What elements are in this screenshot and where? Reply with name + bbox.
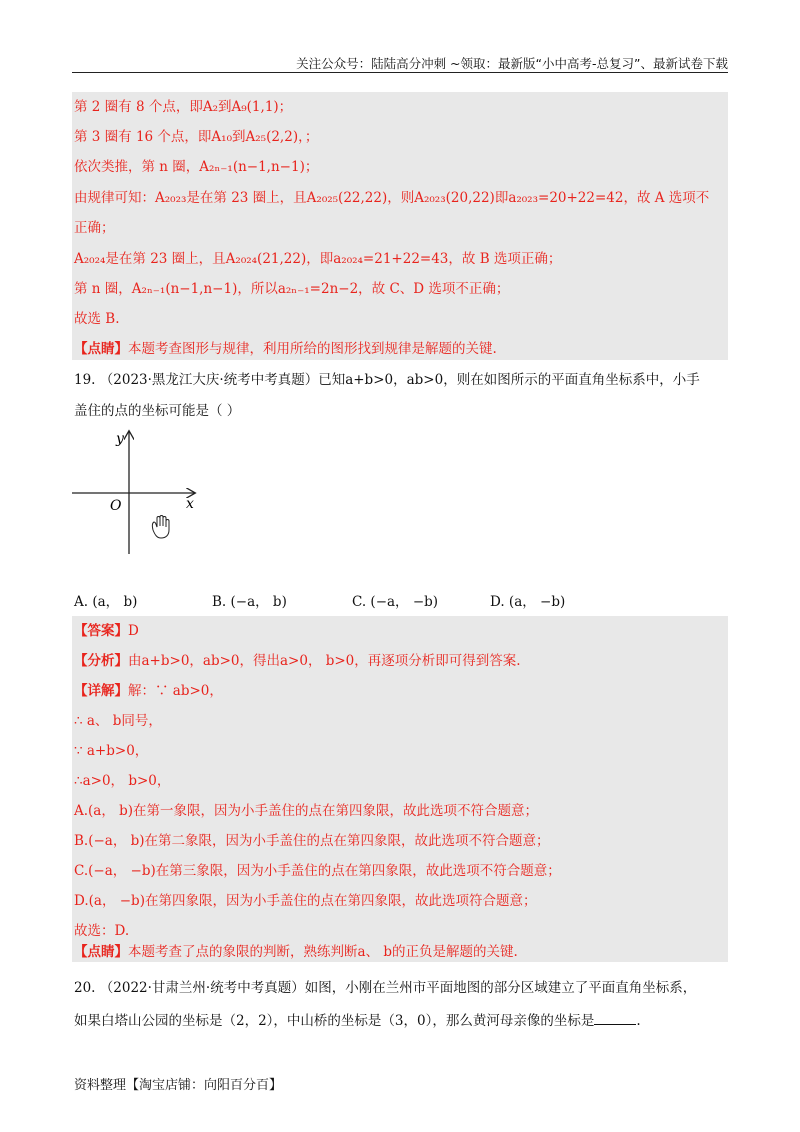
x-axis-label: x bbox=[186, 496, 194, 512]
note-text: 本题考查了点的象限的判断，熟练判断a、 b的正负是解题的关键. bbox=[128, 944, 518, 960]
coordinate-figure bbox=[68, 428, 208, 558]
detail-line bbox=[74, 681, 724, 701]
solution-line-5: 正确； bbox=[74, 220, 115, 236]
hand-icon bbox=[152, 516, 169, 539]
analysis-line bbox=[74, 651, 724, 671]
q19-option-a: A. (a， b) bbox=[74, 594, 138, 610]
q20-line-2-end: . bbox=[636, 1013, 641, 1029]
analysis-tag: 【分析】 bbox=[74, 653, 128, 669]
answer-text: D bbox=[128, 623, 139, 639]
detail-step-8: 故选：D. bbox=[74, 923, 130, 939]
y-axis-label: y bbox=[116, 431, 124, 447]
q20-line-2 bbox=[74, 1010, 724, 1031]
detail-step-1: ∴ a、 b同号， bbox=[74, 713, 162, 729]
detail-text: 解：∵ ab>0， bbox=[128, 683, 223, 699]
solution-line-8: 故选 B. bbox=[74, 311, 120, 327]
detail-step-2: ∵ a+b>0， bbox=[74, 743, 149, 759]
q20-line-2-text: 如果白塔山公园的坐标是（2，2），中山桥的坐标是（3，0），那么黄河母亲像的坐标是 bbox=[74, 1013, 595, 1029]
note-tag: 【点睛】 bbox=[74, 944, 128, 960]
page-footer: 资料整理【淘宝店铺：向阳百分百】 bbox=[74, 1078, 283, 1093]
solution-line-2: 第 3 圈有 16 个点，即A₁₀到A₂₅(2,2)，； bbox=[74, 129, 319, 145]
comment-tag: 【点睛】 bbox=[74, 341, 128, 357]
solution-line-7: 第 n 圈，A₂ₙ₋₁(n−1,n−1)，所以a₂ₙ₋₁=2n−2，故 C、D 选项不正确； bbox=[74, 281, 510, 297]
comment-text: 本题考查图形与规律，利用所给的图形找到规律是解题的关键. bbox=[128, 341, 497, 357]
solution-line-1: 第 2 圈有 8 个点，即A₂到A₉(1,1)； bbox=[74, 99, 293, 115]
analysis-text: 由a+b>0，ab>0，得出a>0， b>0，再逐项分析即可得到答案. bbox=[128, 653, 521, 669]
q19-option-d: D. (a， −b) bbox=[490, 594, 566, 610]
page-header: 关注公众号：陆陆高分冲刺 ~领取：最新版“小中高考-总复习”、最新试卷下载 bbox=[296, 56, 728, 71]
solution-line-4: 由规律可知：A₂₀₂₃是在第 23 圈上，且A₂₀₂₅(22,22)，则A₂₀₂₃(20,22)即a₂₀₂₃=20+22=42，故 A 选项不 bbox=[74, 190, 710, 206]
note-line bbox=[74, 942, 724, 962]
q19-line-2: 盖住的点的坐标可能是（ ） bbox=[74, 403, 241, 419]
answer-line bbox=[74, 621, 724, 641]
q19-option-b: B. (−a， b) bbox=[212, 594, 287, 610]
detail-tag: 【详解】 bbox=[74, 683, 128, 699]
detail-step-5: B.(−a， b)在第二象限，因为小手盖住的点在第四象限，故此选项不符合题意； bbox=[74, 833, 550, 849]
detail-step-3: ∴a>0， b>0， bbox=[74, 773, 171, 789]
comment-line bbox=[74, 339, 724, 359]
solution-line-6: A₂₀₂₄是在第 23 圈上，且A₂₀₂₄(21,22)，即a₂₀₂₄=21+22=43，故 B 选项正确； bbox=[74, 251, 562, 267]
answer-tag: 【答案】 bbox=[74, 623, 128, 639]
q19-option-c: C. (−a， −b) bbox=[352, 594, 439, 610]
origin-label: O bbox=[110, 498, 122, 514]
q19-line-1: 19. （2023·黑龙江大庆·统考中考真题）已知a+b>0，ab>0，则在如图所示的平面直角坐标系中，小手 bbox=[74, 372, 700, 388]
detail-step-7: D.(a， −b)在第四象限，因为小手盖住的点在第四象限，故此选项符合题意； bbox=[74, 893, 537, 909]
detail-step-4: A.(a， b)在第一象限，因为小手盖住的点在第四象限，故此选项不符合题意； bbox=[74, 803, 539, 819]
detail-step-6: C.(−a， −b)在第三象限，因为小手盖住的点在第四象限，故此选项不符合题意； bbox=[74, 863, 561, 879]
q20-line-1: 20. （2022·甘肃兰州·统考中考真题）如图，小刚在兰州市平面地图的部分区域建立了平面直角坐标系， bbox=[74, 980, 697, 996]
answer-blank[interactable] bbox=[594, 1010, 636, 1025]
solution-line-3: 依次类推，第 n 圈，A₂ₙ₋₁(n−1,n−1)； bbox=[74, 159, 319, 175]
header-rule bbox=[72, 72, 728, 73]
